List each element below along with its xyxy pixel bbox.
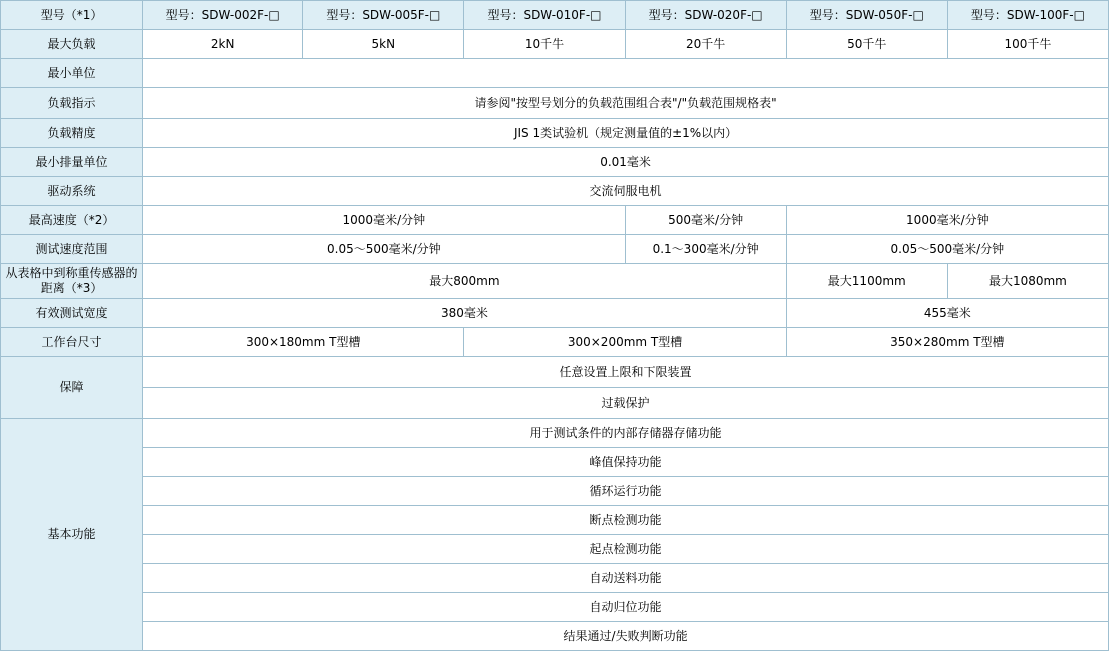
basic-function-value-8: 结果通过/失败判断功能: [143, 622, 1109, 651]
table-row-header: [1, 1, 1109, 30]
table-row-distance-to-sensor: [1, 264, 1109, 299]
test-speed-range-value-1: 0.05〜500毫米/分钟: [143, 235, 625, 264]
row-label-basic-functions: 基本功能: [1, 419, 143, 651]
row-label-safety: 保障: [1, 357, 143, 419]
distance-to-sensor-value-2: 最大1100mm: [786, 264, 947, 299]
max-speed-value-3: 1000毫米/分钟: [786, 206, 1108, 235]
basic-function-value-2: 峰值保持功能: [143, 448, 1109, 477]
row-label-load-indication: 负载指示: [1, 88, 143, 119]
row-label-max-speed: 最高速度（*2）: [1, 206, 143, 235]
load-accuracy-value: JIS 1类试验机（规定测量值的±1%以内）: [143, 119, 1109, 148]
table-row-basic-functions-2: [1, 448, 1109, 477]
table-row-min-displacement-unit: [1, 148, 1109, 177]
table-row-load-indication: [1, 88, 1109, 119]
max-load-value-4: 20千牛: [625, 30, 786, 59]
model-header-2: 型号：SDW-005F-□: [303, 1, 464, 30]
max-load-value-3: 10千牛: [464, 30, 625, 59]
distance-to-sensor-value-1: 最大800mm: [143, 264, 787, 299]
effective-width-value-2: 455毫米: [786, 299, 1108, 328]
table-row-basic-functions-3: [1, 477, 1109, 506]
table-row-load-accuracy: [1, 119, 1109, 148]
table-row-basic-functions-4: [1, 506, 1109, 535]
table-size-value-1: 300×180mm T型槽: [143, 328, 464, 357]
max-load-value-1: 2kN: [143, 30, 303, 59]
model-header-6: 型号：SDW-100F-□: [947, 1, 1108, 30]
row-label-table-size: 工作台尺寸: [1, 328, 143, 357]
row-label-min-displacement-unit: 最小排量单位: [1, 148, 143, 177]
load-indication-value: 请参阅"按型号划分的负载范围组合表"/"负载范围规格表": [143, 88, 1109, 119]
basic-function-value-5: 起点检测功能: [143, 535, 1109, 564]
row-label-max-load: 最大负载: [1, 30, 143, 59]
basic-function-value-7: 自动归位功能: [143, 593, 1109, 622]
model-header-5: 型号：SDW-050F-□: [786, 1, 947, 30]
drive-system-value: 交流伺服电机: [143, 177, 1109, 206]
basic-function-value-1: 用于测试条件的内部存储器存储功能: [143, 419, 1109, 448]
table-row-basic-functions-1: [1, 419, 1109, 448]
table-row-max-load: [1, 30, 1109, 59]
table-row-max-speed: [1, 206, 1109, 235]
basic-function-value-3: 循环运行功能: [143, 477, 1109, 506]
table-row-test-speed-range: [1, 235, 1109, 264]
test-speed-range-value-3: 0.05〜500毫米/分钟: [786, 235, 1108, 264]
table-row-table-size: [1, 328, 1109, 357]
row-label-load-accuracy: 负载精度: [1, 119, 143, 148]
max-load-value-6: 100千牛: [947, 30, 1108, 59]
table-row-basic-functions-5: [1, 535, 1109, 564]
row-label-drive-system: 驱动系统: [1, 177, 143, 206]
effective-width-value-1: 380毫米: [143, 299, 787, 328]
table-size-value-3: 350×280mm T型槽: [786, 328, 1108, 357]
distance-to-sensor-value-3: 最大1080mm: [947, 264, 1108, 299]
row-label-test-speed-range: 测试速度范围: [1, 235, 143, 264]
model-header-1: 型号：SDW-002F-□: [143, 1, 303, 30]
max-load-value-2: 5kN: [303, 30, 464, 59]
safety-value-2: 过载保护: [143, 388, 1109, 419]
min-displacement-unit-value: 0.01毫米: [143, 148, 1109, 177]
row-label-effective-width: 有效测试宽度: [1, 299, 143, 328]
min-unit-value: [143, 59, 1109, 88]
max-speed-value-1: 1000毫米/分钟: [143, 206, 625, 235]
table-size-value-2: 300×200mm T型槽: [464, 328, 786, 357]
max-speed-value-2: 500毫米/分钟: [625, 206, 786, 235]
max-load-value-5: 50千牛: [786, 30, 947, 59]
row-label-min-unit: 最小单位: [1, 59, 143, 88]
row-label-distance-to-sensor: 从表格中到称重传感器的距离（*3）: [1, 264, 143, 299]
table-row-safety-2: [1, 388, 1109, 419]
basic-function-value-4: 断点检测功能: [143, 506, 1109, 535]
table-row-basic-functions-7: [1, 593, 1109, 622]
table-row-drive-system: [1, 177, 1109, 206]
model-header-4: 型号：SDW-020F-□: [625, 1, 786, 30]
table-row-min-unit: [1, 59, 1109, 88]
basic-function-value-6: 自动送料功能: [143, 564, 1109, 593]
model-header-3: 型号：SDW-010F-□: [464, 1, 625, 30]
table-row-safety-1: [1, 357, 1109, 388]
table-row-basic-functions-6: [1, 564, 1109, 593]
table-row-basic-functions-8: [1, 622, 1109, 651]
table-row-effective-width: [1, 299, 1109, 328]
safety-value-1: 任意设置上限和下限装置: [143, 357, 1109, 388]
header-label: 型号（*1）: [1, 1, 143, 30]
test-speed-range-value-2: 0.1〜300毫米/分钟: [625, 235, 786, 264]
